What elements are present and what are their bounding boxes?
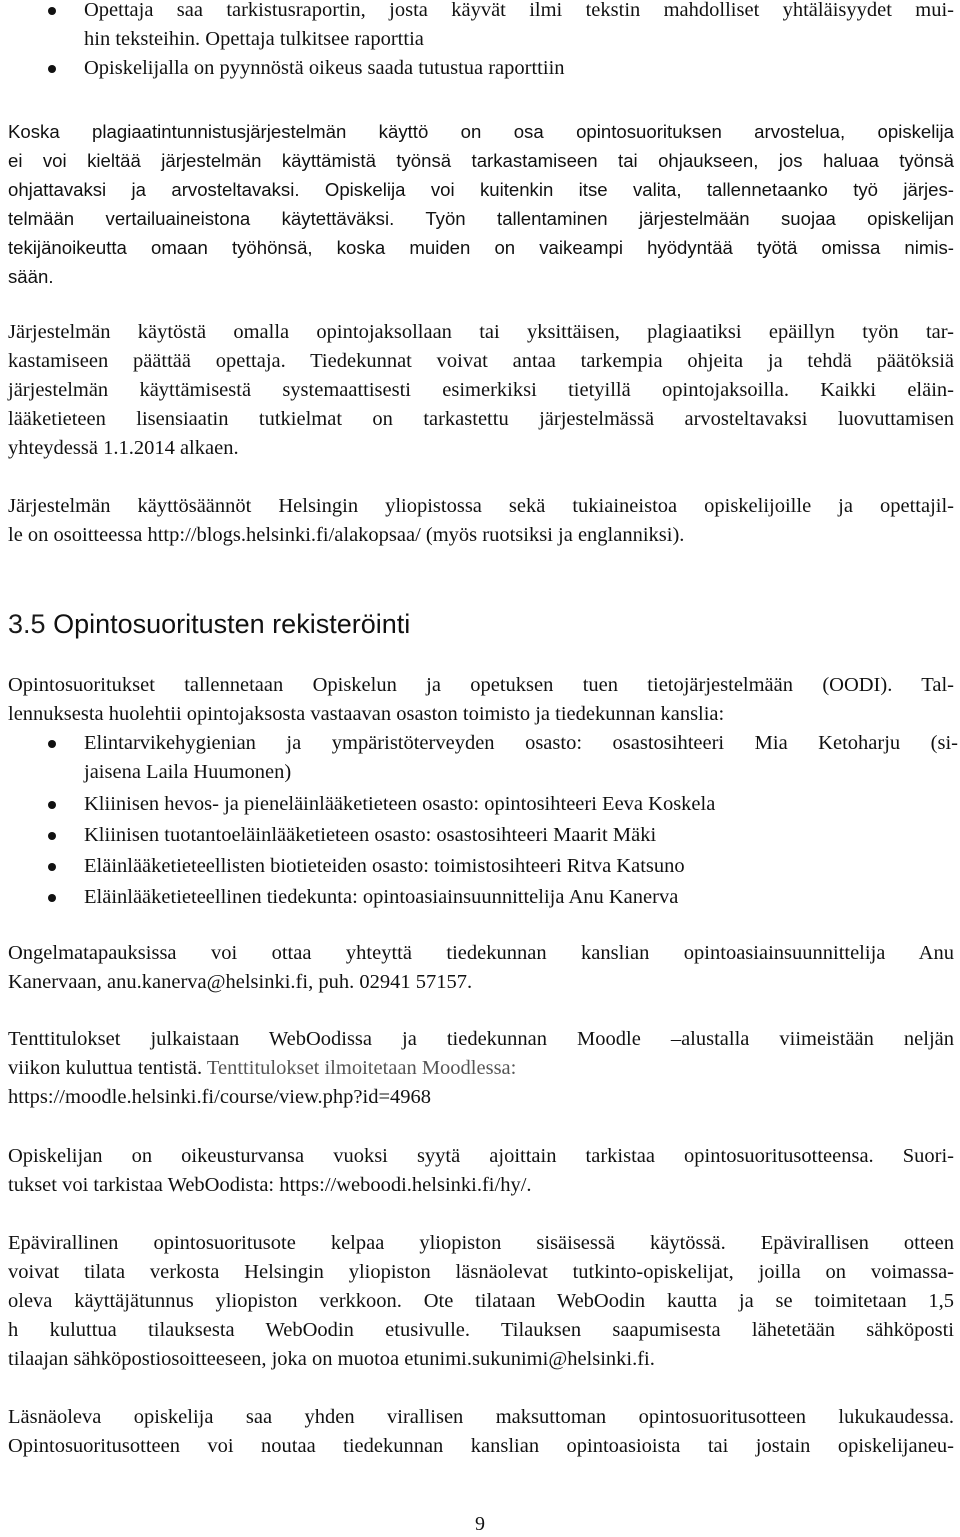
list-item-line: Eläinlääketieteellisten biotieteiden osasto: toimistosihteeri Ritva Katsuno — [84, 855, 685, 877]
list-item — [8, 821, 958, 850]
report-bullet-list — [8, 0, 954, 83]
paragraph-line: Opintosuoritukset tallennetaan Opiskelun ja opetuksen tuen tietojärjestelmään (OODI). Tal- — [8, 674, 954, 696]
oodi-paragraph — [8, 671, 954, 729]
bullet-icon — [48, 801, 56, 809]
paragraph-line: ei voi kieltää järjestelmän käyttämistä työnsä tarkastamiseen tai ohjaukseen, jos haluaa työnsä — [8, 150, 954, 171]
list-item — [8, 852, 958, 881]
section-heading — [8, 606, 410, 642]
paragraph-line: lääketieteen lisensiaatin tutkielmat on tarkastettu järjestelmässä arvosteltavaksi luovuttamisen — [8, 408, 954, 430]
present-student-paragraph — [8, 1403, 954, 1461]
list-item — [8, 883, 958, 912]
paragraph-line: Järjestelmän käytöstä omalla opintojaksollaan tai yksittäisen, plagiaatiksi epäillyn työn tar- — [8, 321, 954, 343]
paragraph-line: Tenttitulokset julkaistaan WebOodissa ja tiedekunnan Moodle –alustalla viimeistään neljän — [8, 1028, 954, 1050]
list-item-line: Kliinisen tuotantoeläinlääketieteen osasto: osastosihteeri Maarit Mäki — [84, 824, 657, 846]
paragraph-line: kastamiseen päättää opettaja. Tiedekunnat voivat antaa tarkempia ohjeita ja tehdä päätöksiä — [8, 350, 954, 372]
rules-paragraph — [8, 492, 954, 550]
rights-paragraph — [8, 1142, 954, 1200]
page-number: 9 — [475, 1513, 485, 1535]
paragraph-line: Ongelmatapauksissa voi ottaa yhteyttä tiedekunnan kanslian opintoasiainsuunnittelija Anu — [8, 942, 954, 964]
moodle-notice-text: Tenttitulokset ilmoitetaan Moodlessa: — [206, 1057, 517, 1079]
list-item-line: jaisena Laila Huumonen) — [84, 761, 292, 783]
exams-text: viikon kuluttua tentistä. — [8, 1057, 207, 1079]
paragraph-line: tukset voi tarkistaa WebOodista: https://weboodi.helsinki.fi/hy/. — [8, 1174, 532, 1196]
bullet-icon — [48, 740, 56, 748]
paragraph-line: voivat tilata verkosta Helsingin yliopiston läsnäolevat tutkinto-opiskelijat, joilla on voimassa- — [8, 1261, 954, 1283]
paragraph-line: lennuksesta huolehtii opintojaksosta vastaavan osaston toimisto ja tiedekunnan kanslia: — [8, 703, 725, 725]
list-item-line: Opiskelijalla on pyynnöstä oikeus saada tutustua raporttiin — [84, 57, 565, 79]
paragraph-line: tilaajan sähköpostiosoitteeseen, joka on muotoa etunimi.sukunimi@helsinki.fi. — [8, 1348, 655, 1370]
paragraph-line: tekijänoikeutta omaan työhönsä, koska muiden on vaikeampi hyödyntää työtä omissa nimis- — [8, 237, 954, 258]
paragraph-line: Opiskelijan on oikeusturvansa vuoksi syytä ajoittain tarkistaa opintosuoritusotteensa. Suori- — [8, 1145, 954, 1167]
paragraph-line: yhteydessä 1.1.2014 alkaen. — [8, 437, 239, 459]
paragraph-line: Järjestelmän käyttösäännöt Helsingin yliopistossa sekä tukiaineistoa opiskelijoille ja opettajil- — [8, 495, 954, 517]
paragraph-line: h kuluttua tilauksesta WebOodin etusivulle. Tilauksen saapumisesta lähetetään sähköposti — [8, 1319, 954, 1341]
paragraph-line: telmään vertailuaineistona käytettäväksi. Työn tallentaminen järjestelmään suojaa opiskelijan — [8, 208, 954, 229]
paragraph-line: järjestelmän käyttämisestä systemaattisesti esimerkiksi tietyillä opintojaksoilla. Kaikki eläin- — [8, 379, 954, 401]
exams-paragraph — [8, 1025, 954, 1112]
section-number: 3.5 — [8, 609, 46, 639]
bullet-icon — [48, 832, 56, 840]
problems-paragraph — [8, 939, 954, 997]
list-item-line: Elintarvikehygienian ja ympäristöterveyden osasto: osastosihteeri Mia Ketoharju (si- — [84, 732, 958, 754]
bullet-icon — [48, 7, 56, 15]
list-item-line: Eläinlääketieteellinen tiedekunta: opintoasiainsuunnittelija Anu Kanerva — [84, 886, 679, 908]
contacts-list — [8, 729, 958, 912]
plagiarism-paragraph — [8, 117, 954, 291]
moodle-url-link[interactable]: https://moodle.helsinki.fi/course/view.php?id=4968 — [8, 1086, 432, 1108]
list-item-line: Opettaja saa tarkistusraportin, josta käyvät ilmi tekstin mahdolliset yhtäläisyydet mui- — [84, 0, 954, 21]
list-item — [8, 729, 958, 787]
paragraph-line: sään. — [8, 266, 54, 287]
paragraph-line: le on osoitteessa http://blogs.helsinki.fi/alakopsaa/ (myös ruotsiksi ja englanniksi). — [8, 524, 685, 546]
bullet-icon — [48, 863, 56, 871]
paragraph-line: Läsnäoleva opiskelija saa yhden virallisen maksuttoman opintosuoritusotteen lukukaudessa. — [8, 1406, 954, 1428]
decision-paragraph — [8, 318, 954, 463]
paragraph-line: oleva käyttäjätunnus yliopiston verkkoon. Ote tilataan WebOodin kautta ja se toimitetaan 1,5 — [8, 1290, 954, 1312]
section-title: Opintosuoritusten rekisteröinti — [53, 609, 411, 639]
bullet-icon — [48, 894, 56, 902]
list-item — [8, 54, 954, 83]
list-item-line: Kliinisen hevos- ja pieneläinlääketieteen osasto: opintosihteeri Eeva Koskela — [84, 793, 716, 815]
paragraph-line: Epävirallinen opintosuoritusote kelpaa yliopiston sisäisessä käytössä. Epävirallisen otteen — [8, 1232, 954, 1254]
paragraph-line: Koska plagiaatintunnistusjärjestelmän käyttö on osa opintosuorituksen arvostelua, opiskelija — [8, 121, 954, 142]
list-item — [8, 0, 954, 54]
transcript-paragraph — [8, 1229, 954, 1374]
paragraph-line — [8, 1054, 954, 1083]
paragraph-line: Opintosuoritusotteen voi noutaa tiedekunnan kanslian opintoasioista tai jostain opiskelijaneu- — [8, 1435, 954, 1457]
list-item-line: hin teksteihin. Opettaja tulkitsee raporttia — [84, 28, 424, 50]
list-item — [8, 790, 958, 819]
paragraph-line: Kanervaan, anu.kanerva@helsinki.fi, puh. 02941 57157. — [8, 971, 473, 993]
paragraph-line: ohjattavaksi ja arvosteltavaksi. Opiskelija voi kuitenkin itse valita, tallennetaanko työ järjes- — [8, 179, 954, 200]
bullet-icon — [48, 65, 56, 73]
